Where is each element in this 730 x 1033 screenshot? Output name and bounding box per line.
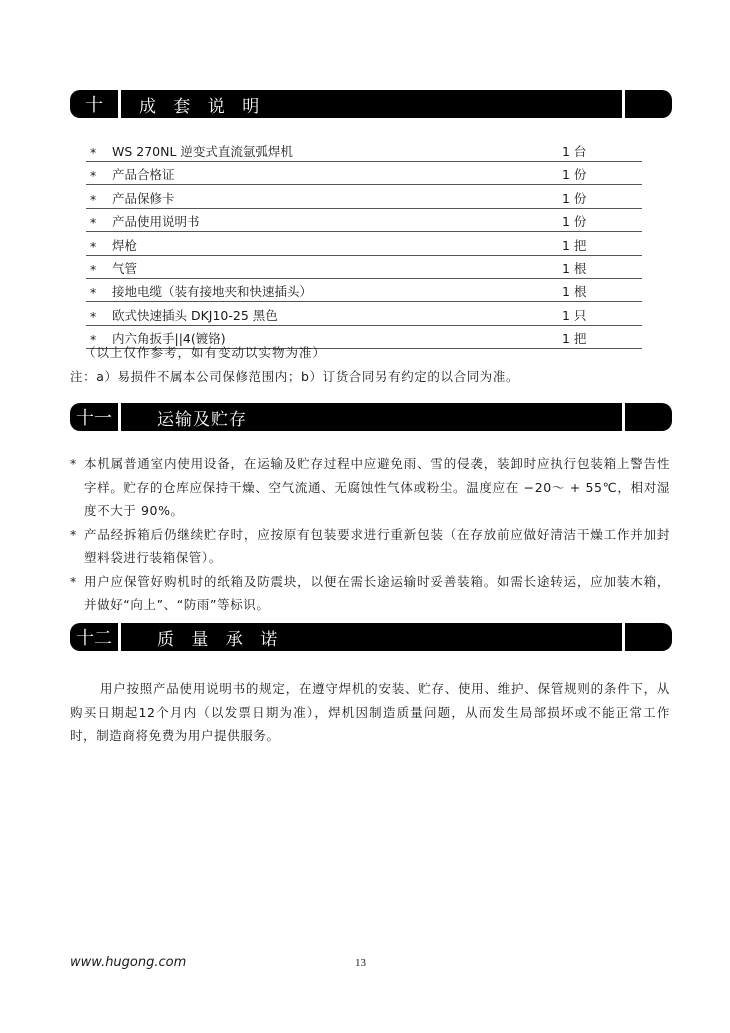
bullet-mark: *: [70, 456, 77, 471]
kit-item-name: 内六角扳手||4(镀铬): [112, 331, 226, 347]
kit-item: [86, 304, 642, 326]
section-number: 十一: [70, 403, 118, 431]
kit-item: [86, 163, 642, 185]
section-title: 运输及贮存: [121, 403, 622, 431]
transport-item-text: 产品经拆箱后仍继续贮存时，应按原有包装要求进行重新包装（在存放前应做好清洁干燥工作并加封塑料袋进行装箱保管）。: [84, 526, 670, 565]
bullet-mark: *: [90, 332, 97, 348]
transport-item: [70, 523, 670, 570]
transport-list: [70, 452, 670, 617]
bullet-mark: *: [90, 308, 97, 324]
kit-item: [86, 257, 642, 279]
kit-item-qty: 1 根: [562, 284, 587, 300]
transport-item: [70, 452, 670, 523]
section-header-transport: [70, 403, 672, 431]
kit-list: [86, 140, 642, 351]
warranty-text: 用户按照产品使用说明书的规定，在遵守焊机的安装、贮存、使用、维护、保管规则的条件下，从购买日期起12个月内（以发票日期为准），焊机因制造质量问题，从而发生局部损坏或不能正常工作时，制造商将免费为用户提供服务。: [70, 681, 670, 743]
transport-item-text: 本机属普通室内使用设备，在运输及贮存过程中应避免雨、雪的侵袭，装卸时应执行包装箱上警告性字样。贮存的仓库应保持干燥、空气流通、无腐蚀性气体或粉尘。温度应在 −20～ + 55℃，相对湿度不大于 90%。: [84, 456, 670, 518]
bullet-mark: *: [70, 526, 77, 542]
section-number: 十二: [70, 623, 118, 651]
kit-item-qty: 1 只: [562, 307, 587, 323]
kit-item-qty: 1 台: [562, 144, 587, 159]
kit-item-name: 欧式快速插头 DKJ10-25 黑色: [112, 307, 278, 323]
kit-item-qty: 1 根: [562, 260, 587, 276]
section-header-warranty: [70, 623, 672, 651]
section-bar-end: [625, 623, 672, 651]
bullet-mark: *: [90, 238, 97, 254]
bullet-mark: *: [90, 168, 97, 184]
footer-url[interactable]: www.hugong.com: [70, 955, 187, 970]
kit-item-qty: 1 把: [562, 331, 587, 347]
kit-item-name: WS 270NL 逆变式直流氩弧焊机: [112, 144, 293, 159]
section-bar-end: [625, 90, 672, 118]
kit-item-name: 焊枪: [112, 237, 138, 253]
section-header-kit: [70, 90, 672, 118]
bullet-mark: *: [90, 285, 97, 301]
kit-item-qty: 1 份: [562, 190, 587, 206]
kit-item: [86, 140, 642, 162]
transport-item-text: 用户应保管好购机时的纸箱及防震块，以便在需长途运输时妥善装箱。如需长途转运，应加装木箱，并做好“向上”、“防雨”等标识。: [84, 573, 670, 612]
kit-footnote: 注：a）易损件不属本公司保修范围内；b）订货合同另有约定的以合同为准。: [70, 369, 520, 384]
section-number: 十: [70, 90, 118, 118]
bullet-mark: *: [70, 573, 77, 589]
kit-item-name: 产品合格证: [112, 167, 175, 183]
kit-item-qty: 1 份: [562, 214, 587, 230]
section-title: 成 套 说 明: [121, 90, 622, 118]
kit-item: [86, 210, 642, 232]
bullet-mark: *: [90, 261, 97, 277]
kit-item-qty: 1 把: [562, 237, 587, 253]
kit-item-name: 产品保修卡: [112, 190, 175, 206]
transport-item: [70, 570, 670, 617]
page-number: 13: [355, 957, 366, 969]
kit-item: [86, 187, 642, 209]
bullet-mark: *: [90, 215, 97, 231]
kit-item-name: 接地电缆（装有接地夹和快速插头）: [112, 284, 313, 300]
kit-item: [86, 234, 642, 256]
bullet-mark: *: [90, 145, 97, 160]
kit-item-name: 产品使用说明书: [112, 214, 200, 230]
kit-note: （以上仅作参考，如有变动以实物为准）: [83, 345, 327, 360]
section-bar-end: [625, 403, 672, 431]
kit-item-name: 气管: [112, 260, 138, 276]
kit-item-qty: 1 份: [562, 167, 587, 183]
section-title: 质 量 承 诺: [121, 623, 622, 651]
bullet-mark: *: [90, 191, 97, 207]
kit-item: [86, 280, 642, 302]
